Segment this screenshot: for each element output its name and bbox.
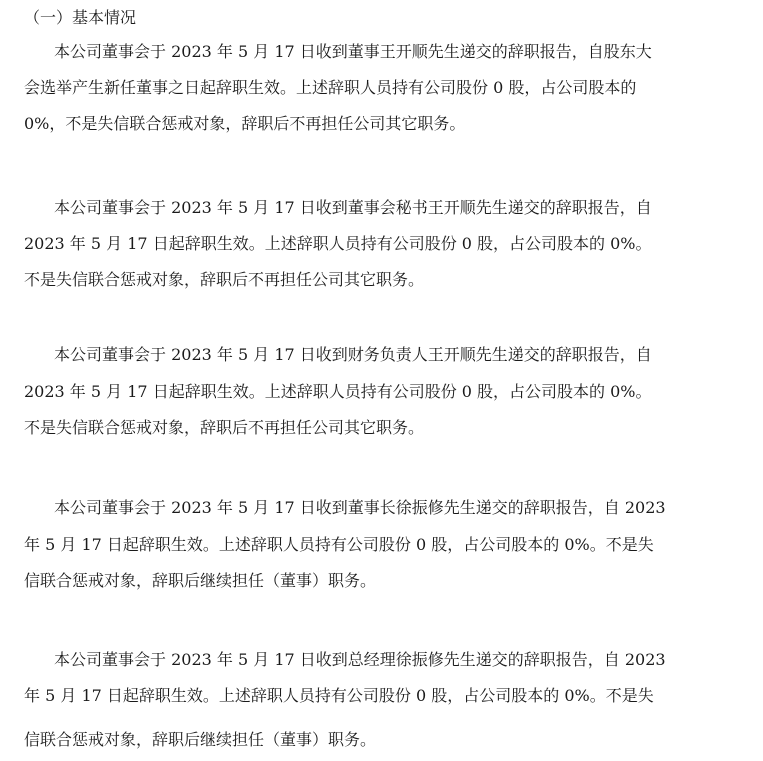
- paragraph-line: 不是失信联合惩戒对象，辞职后不再担任公司其它职务。: [24, 418, 425, 437]
- paragraph-line: 本公司董事会于 2023 年 5 月 17 日收到财务负责人王开顺先生递交的辞职报告，自: [54, 345, 652, 364]
- paragraph-line: 会选举产生新任董事之日起辞职生效。上述辞职人员持有公司股份 0 股，占公司股本的: [24, 78, 637, 97]
- paragraph-line: 本公司董事会于 2023 年 5 月 17 日收到董事会秘书王开顺先生递交的辞职报告，自: [54, 198, 652, 217]
- paragraph-line: 2023 年 5 月 17 日起辞职生效。上述辞职人员持有公司股份 0 股，占公司股本的 0%。: [24, 234, 652, 253]
- paragraph-line: 本公司董事会于 2023 年 5 月 17 日收到董事王开顺先生递交的辞职报告，自股东大: [54, 42, 652, 61]
- paragraph-line: 本公司董事会于 2023 年 5 月 17 日收到总经理徐振修先生递交的辞职报告，自 2023: [54, 650, 666, 669]
- paragraph-line: 本公司董事会于 2023 年 5 月 17 日收到董事长徐振修先生递交的辞职报告，自 2023: [54, 498, 666, 517]
- paragraph-line: 信联合惩戒对象，辞职后继续担任（董事）职务。: [24, 730, 377, 749]
- paragraph-line: 0%，不是失信联合惩戒对象，辞职后不再担任公司其它职务。: [24, 114, 466, 133]
- paragraph-line: 年 5 月 17 日起辞职生效。上述辞职人员持有公司股份 0 股，占公司股本的 0%。不是失: [24, 535, 654, 554]
- section-heading: （一）基本情况: [24, 8, 137, 27]
- paragraph-line: 2023 年 5 月 17 日起辞职生效。上述辞职人员持有公司股份 0 股，占公司股本的 0%。: [24, 382, 652, 401]
- paragraph-line: 年 5 月 17 日起辞职生效。上述辞职人员持有公司股份 0 股，占公司股本的 0%。不是失: [24, 686, 654, 705]
- paragraph-line: 信联合惩戒对象，辞职后继续担任（董事）职务。: [24, 571, 377, 590]
- paragraph-line: 不是失信联合惩戒对象，辞职后不再担任公司其它职务。: [24, 270, 425, 289]
